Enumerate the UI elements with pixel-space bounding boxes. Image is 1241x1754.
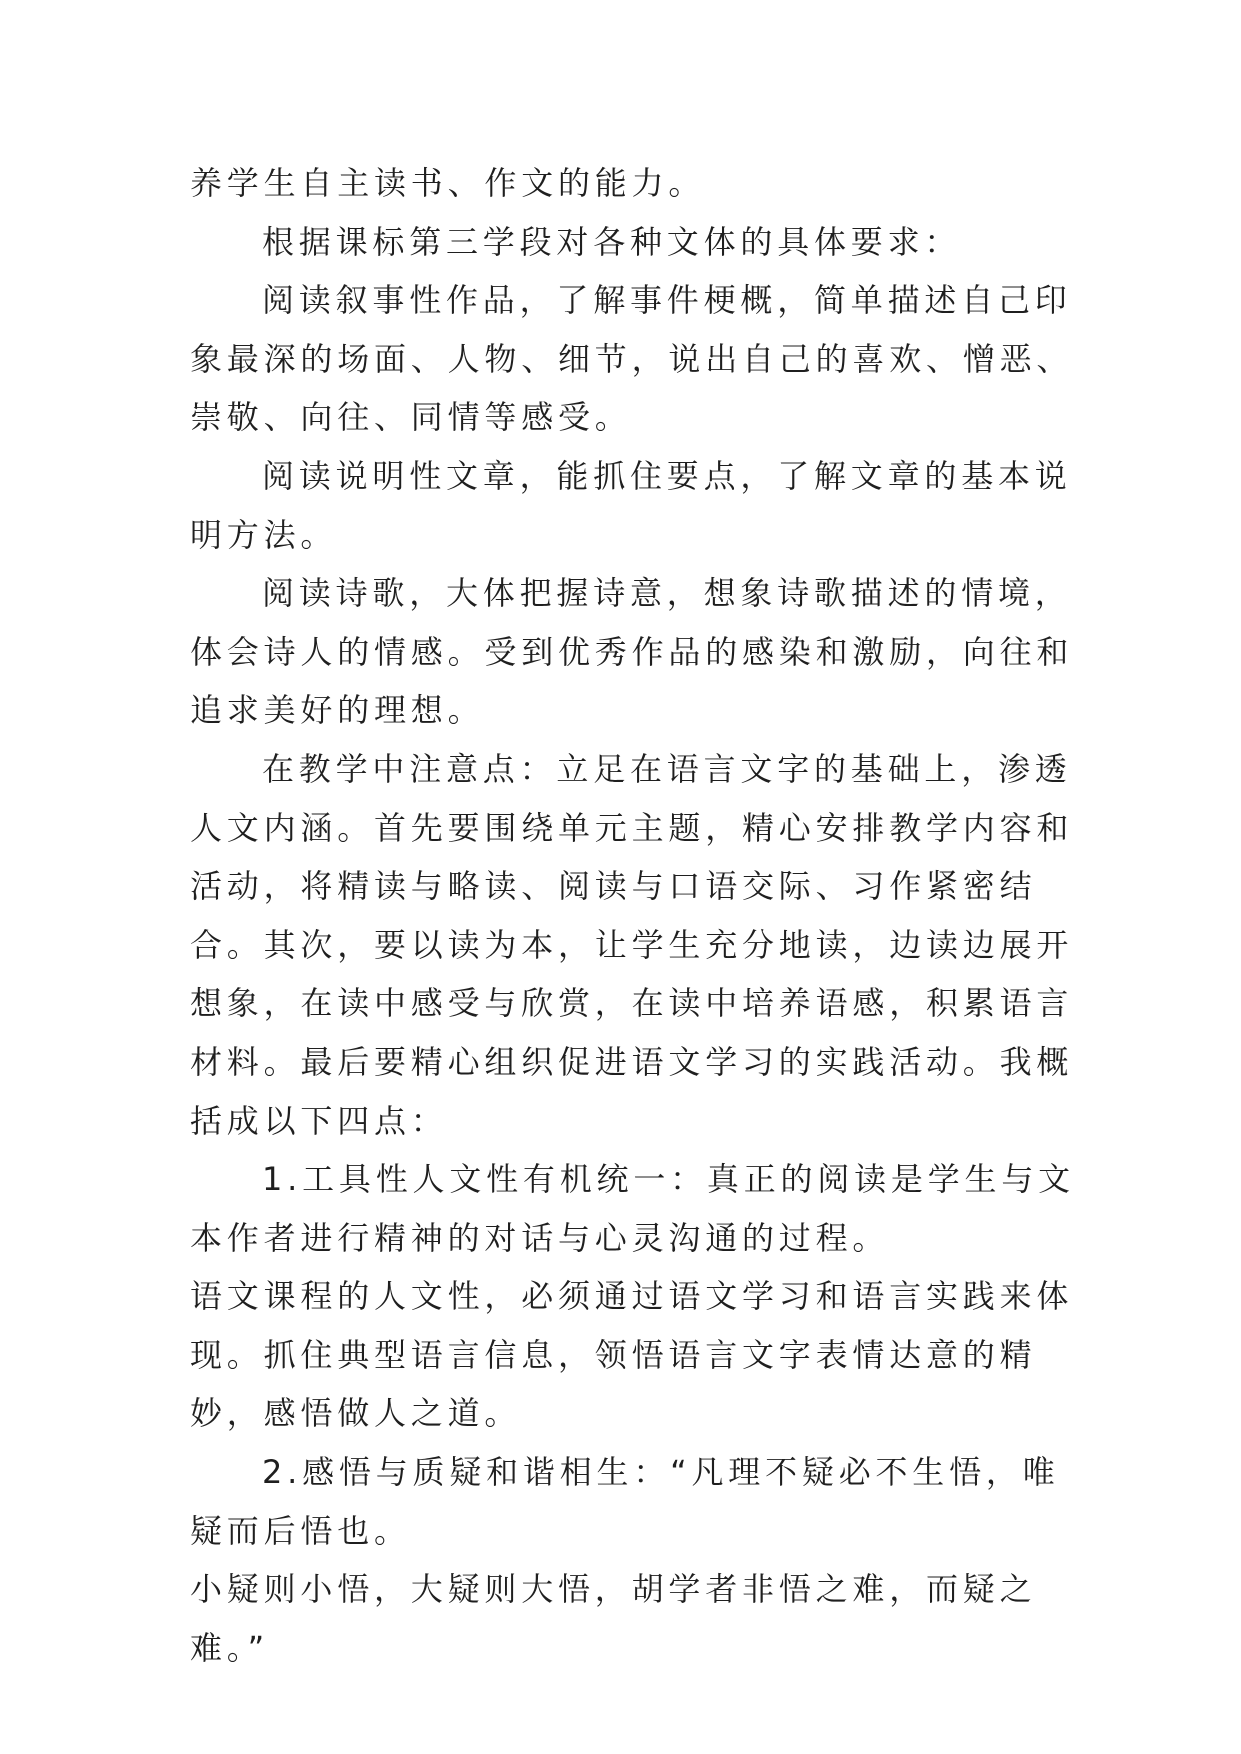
- paragraph-8: 语文课程的人文性，必须通过语文学习和语言实践来体现。抓住典型语言信息，领悟语言文字表情达意的精妙，感悟做人之道。: [190, 1277, 1074, 1433]
- paragraph-3: 阅读叙事性作品，了解事件梗概，简单描述自己印象最深的场面、人物、细节，说出自己的喜欢、憎恶、崇敬、向往、同情等感受。: [190, 281, 1074, 437]
- paragraph-4: 阅读说明性文章，能抓住要点，了解文章的基本说明方法。: [190, 456, 1072, 554]
- body-text: [190, 154, 1090, 1677]
- paragraph-10: 小疑则小悟，大疑则大悟，胡学者非悟之难，而疑之难。”: [190, 1570, 1037, 1667]
- paragraph-9: 2.感悟与质疑和谐相生：“凡理不疑必不生悟，唯疑而后悟也。: [190, 1453, 1060, 1550]
- paragraph-2: 根据课标第三学段对各种文体的具体要求：: [262, 222, 962, 261]
- paragraph-6: 在教学中注意点：立足在语言文字的基础上，渗透人文内涵。首先要围绕单元主题，精心安排教学内容和活动，将精读与略读、阅读与口语交际、习作紧密结合。其次，要以读为本，让学生充分地读，边读边展开想象，在读中感受与欣赏，在读中培养语感，积累语言材料。最后要精心组织促进语文学习的实践活动。我概括成以下四点：: [190, 749, 1074, 1140]
- paragraph-1: 养学生自主读书、作文的能力。: [190, 164, 706, 202]
- paragraph-5: 阅读诗歌，大体把握诗意，想象诗歌描述的情境，体会诗人的情感。受到优秀作品的感染和激励，向往和追求美好的理想。: [190, 574, 1074, 730]
- paragraph-7: 1.工具性人文性有机统一：真正的阅读是学生与文本作者进行精神的对话与心灵沟通的过程。: [190, 1160, 1075, 1257]
